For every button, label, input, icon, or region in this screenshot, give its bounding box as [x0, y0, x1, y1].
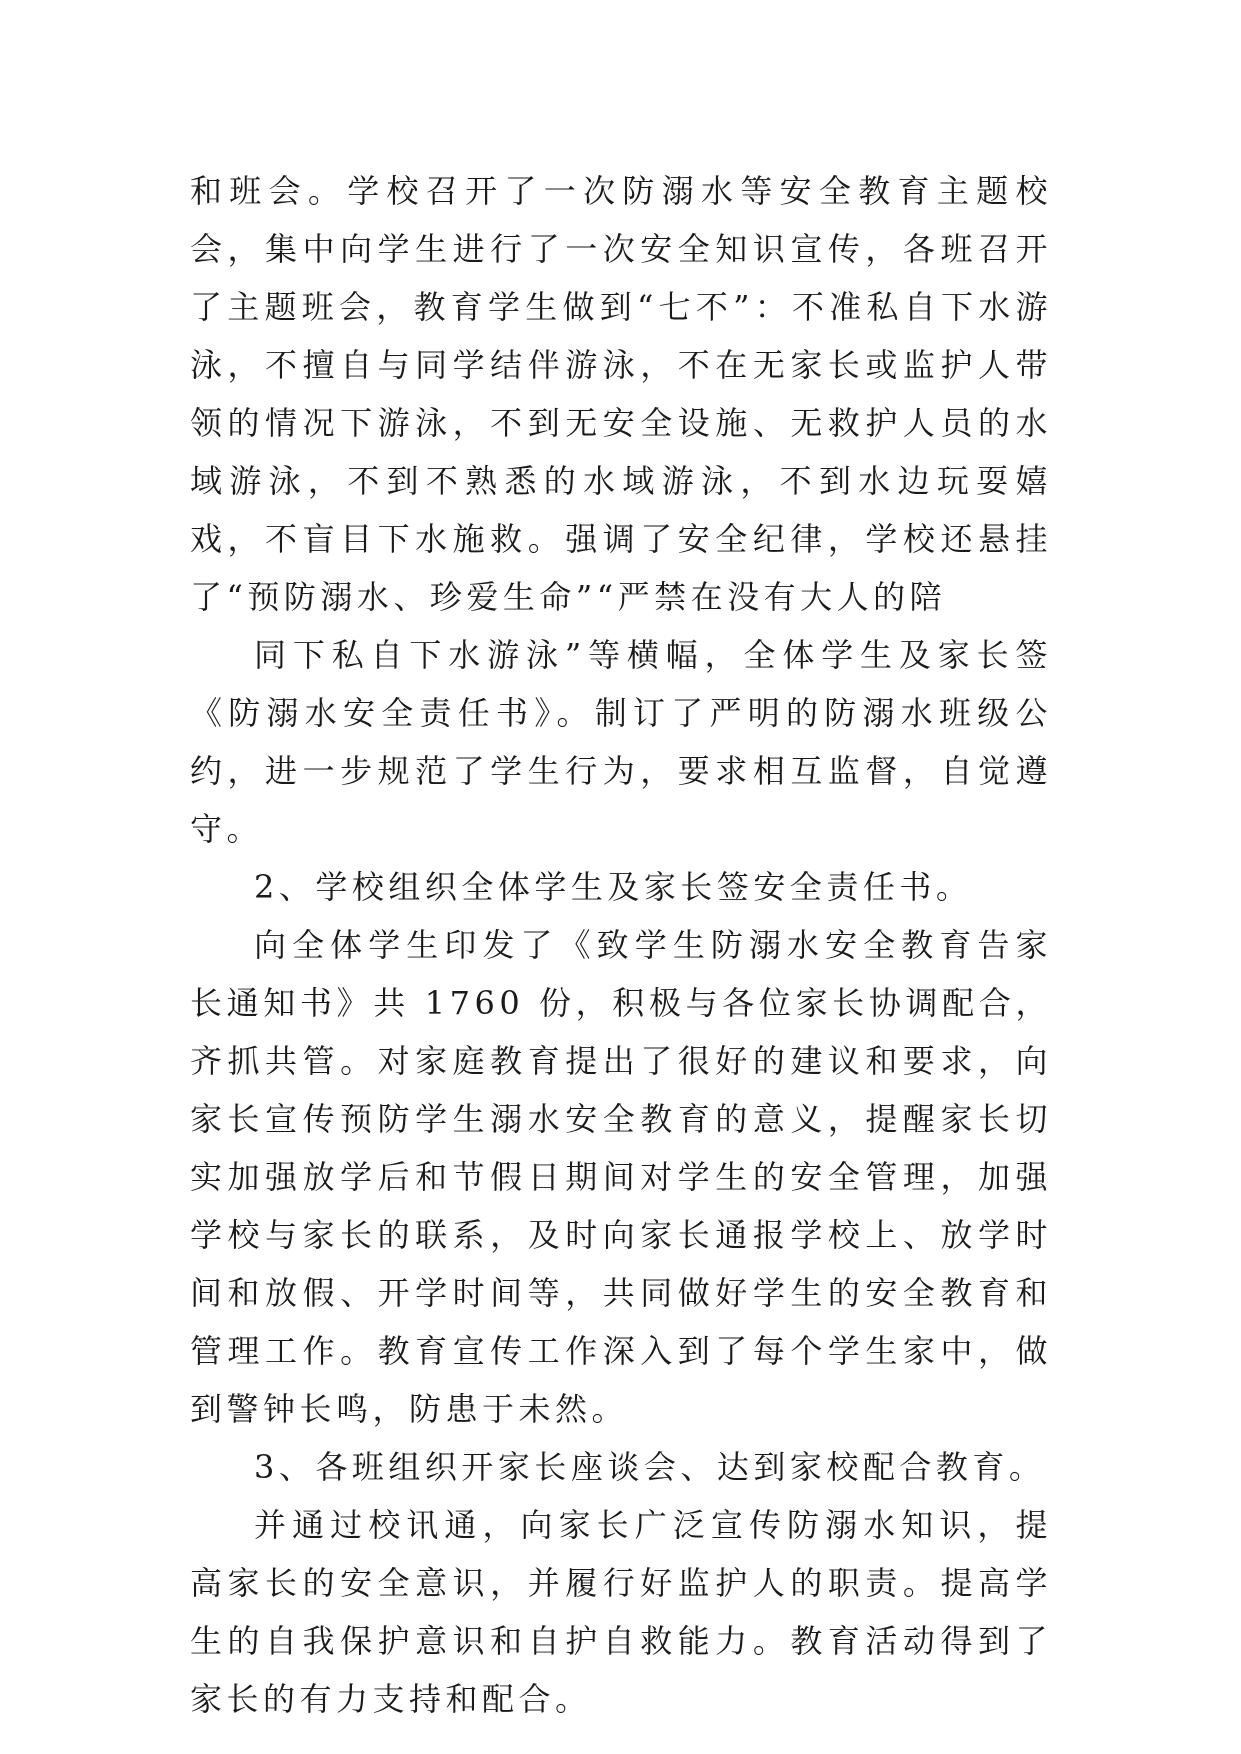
paragraph: 向全体学生印发了《致学生防溺水安全教育告家长通知书》共 1760 份，积极与各位家长协调配合，齐抓共管。对家庭教育提出了很好的建议和要求，向家长宣传预防学生溺水安全教育的意义，提醒家长切实加强放学后和节假日期间对学生的安全管理，加强学校与家长的联系，及时向家长通报学校上、放学时间和放假、开学时间等，共同做好学生的安全教育和管理工作。教育宣传工作深入到了每个学生家中，做到警钟长鸣，防患于未然。 [190, 926, 1052, 1428]
paragraph: 同下私自下水游泳”等横幅，全体学生及家长签《防溺水安全责任书》。制订了严明的防溺水班级公约，进一步规范了学生行为，要求相互监督，自觉遵守。 [190, 636, 1052, 848]
list-item-heading: 3、各班组织开家长座谈会、达到家校配合教育。 [254, 1448, 1046, 1486]
paragraph: 并通过校讯通，向家长广泛宣传防溺水知识，提高家长的安全意识，并履行好监护人的职责。提高学生的自我保护意识和自护自救能力。教育活动得到了家长的有力支持和配合。 [190, 1506, 1052, 1718]
paragraph: 和班会。学校召开了一次防溺水等安全教育主题校会，集中向学生进行了一次安全知识宣传，各班召开了主题班会，教育学生做到“七不”：不准私自下水游泳，不擅自与同学结伴游泳，不在无家长或监护人带领的情况下游泳，不到无安全设施、无救护人员的水域游泳，不到不熟悉的水域游泳，不到水边玩耍嬉戏，不盲目下水施救。强调了安全纪律，学校还悬挂了“预防溺水、珍爱生命”“严禁在没有大人的陪 [190, 172, 1052, 616]
list-item-heading: 2、学校组织全体学生及家长签安全责任书。 [254, 868, 973, 906]
document-body [190, 162, 1052, 1728]
